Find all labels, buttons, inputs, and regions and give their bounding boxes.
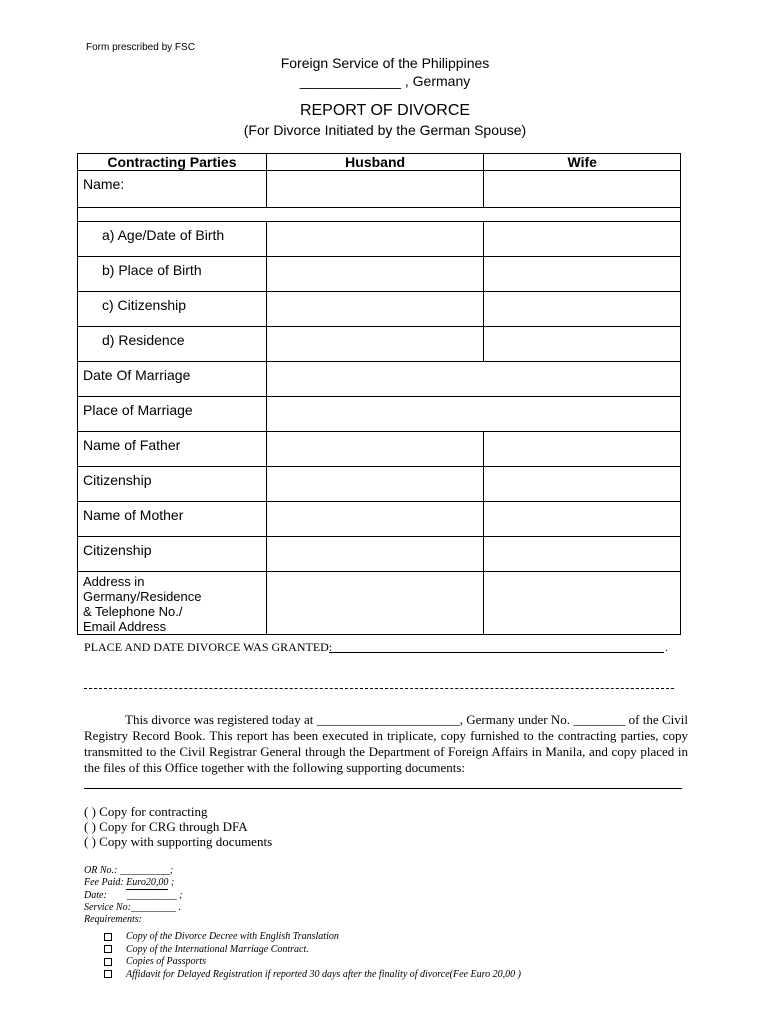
- service-label: Service No:: [84, 902, 131, 913]
- or-number-line: [84, 865, 183, 877]
- place-suffix: , Germany: [404, 73, 471, 89]
- date-of-marriage-field[interactable]: [266, 362, 680, 397]
- requirement-text: Copy of the International Marriage Contract.: [126, 943, 309, 955]
- requirement-text: Copy of the Divorce Decree with English Translation: [126, 931, 339, 942]
- or-label: OR No.:: [84, 865, 118, 876]
- parties-table: [77, 153, 681, 635]
- table-row-address: [78, 572, 681, 635]
- address-label-line: & Telephone No./: [83, 604, 183, 619]
- service-field[interactable]: _________: [130, 902, 176, 913]
- fee-paid-line: [84, 877, 183, 890]
- date-line: [84, 890, 183, 902]
- wife-name-field[interactable]: [484, 171, 681, 208]
- table-row: [78, 222, 681, 257]
- checkbox-icon[interactable]: [104, 958, 112, 966]
- or-number-field[interactable]: __________: [119, 865, 170, 876]
- col-header-husband: Husband: [266, 154, 484, 171]
- requirements-list: [104, 931, 521, 981]
- row-label-date-of-marriage: Date Of Marriage: [78, 362, 267, 397]
- husband-citizenship-field[interactable]: [266, 292, 484, 327]
- table-header-row: [78, 154, 681, 171]
- row-label-birthplace: b) Place of Birth: [78, 257, 267, 292]
- granted-end-mark: .: [665, 640, 668, 654]
- list-item: [104, 956, 521, 969]
- fee-value: Euro20,00: [126, 877, 169, 888]
- row-label-citizenship: c) Citizenship: [78, 292, 267, 327]
- table-row: [78, 292, 681, 327]
- col-header-parties: Contracting Parties: [78, 154, 267, 171]
- list-item: [104, 931, 521, 944]
- spacer-cell: [78, 208, 681, 222]
- place-of-marriage-field[interactable]: [266, 397, 680, 432]
- place-blank[interactable]: _____________: [299, 73, 401, 89]
- husband-birthplace-field[interactable]: [266, 257, 484, 292]
- address-label-line: Email Address: [83, 619, 167, 634]
- husband-father-field[interactable]: [266, 432, 484, 467]
- punct: ;: [170, 877, 175, 888]
- registration-paragraph: [84, 712, 688, 776]
- copies-list: [84, 804, 272, 849]
- row-label-father: Name of Father: [78, 432, 267, 467]
- divider: [84, 788, 682, 789]
- wife-residence-field[interactable]: [484, 327, 681, 362]
- punct: ;: [169, 865, 174, 876]
- table-spacer-row: [78, 208, 681, 222]
- granted-text: ATE: [162, 640, 188, 654]
- requirement-text: Affidavit for Delayed Registration if reported 30 days after the finality of divorce(Fee Euro 20,00 ): [126, 968, 521, 980]
- table-row: [78, 327, 681, 362]
- table-row: [78, 537, 681, 572]
- row-label-father-citizenship: Citizenship: [78, 467, 267, 502]
- wife-mother-citizenship-field[interactable]: [484, 537, 681, 572]
- husband-father-citizenship-field[interactable]: [266, 467, 484, 502]
- requirements-label: Requirements:: [84, 914, 142, 925]
- page-title: REPORT OF DIVORCE: [299, 102, 471, 119]
- wife-address-field[interactable]: [484, 572, 681, 635]
- table-row: [78, 467, 681, 502]
- list-item: [104, 969, 521, 982]
- date-field[interactable]: __________: [126, 890, 177, 901]
- granted-text: IVORCE WAS GRANTED:: [195, 640, 333, 654]
- page-subtitle: (For Divorce Initiated by the German Spouse): [243, 122, 527, 138]
- husband-age-field[interactable]: [266, 222, 484, 257]
- divorce-granted-label: [84, 640, 332, 655]
- row-label-mother-citizenship: Citizenship: [78, 537, 267, 572]
- divider: [84, 688, 674, 689]
- husband-mother-field[interactable]: [266, 502, 484, 537]
- granted-text: LACE AND: [90, 640, 154, 654]
- fees-block: [84, 865, 183, 926]
- checkbox-icon[interactable]: [104, 970, 112, 978]
- registration-text: This divorce was registered today at ______________________, Germany under No. ________ of the Civil Registry Record Book. This report has been executed in triplicate, copy furnished to the contracting parties, copy transmitted to the Civil Registrar General through the Department of Foreign Affairs in Manila, and copy placed in the files of this Office together with the following supporting documents:: [84, 712, 688, 775]
- table-row: [78, 397, 681, 432]
- husband-name-field[interactable]: [266, 171, 484, 208]
- row-label-name: Name:: [78, 171, 267, 208]
- husband-address-field[interactable]: [266, 572, 484, 635]
- row-label-address: [78, 572, 267, 635]
- copy-checkbox-crg[interactable]: ( ) Copy for CRG through DFA: [84, 819, 248, 834]
- wife-father-field[interactable]: [484, 432, 681, 467]
- col-header-wife: Wife: [484, 154, 681, 171]
- list-item: [104, 944, 521, 957]
- address-label-line: Germany/Residence: [83, 589, 202, 604]
- date-label: Date:: [84, 890, 107, 901]
- granted-cap: P: [84, 640, 91, 654]
- place-line: [0, 73, 770, 89]
- divorce-granted-field[interactable]: [329, 652, 664, 653]
- wife-citizenship-field[interactable]: [484, 292, 681, 327]
- checkbox-icon[interactable]: [104, 945, 112, 953]
- wife-birthplace-field[interactable]: [484, 257, 681, 292]
- wife-age-field[interactable]: [484, 222, 681, 257]
- checkbox-icon[interactable]: [104, 933, 112, 941]
- table-row: [78, 432, 681, 467]
- wife-mother-field[interactable]: [484, 502, 681, 537]
- granted-cap: D: [153, 640, 163, 654]
- husband-mother-citizenship-field[interactable]: [266, 537, 484, 572]
- table-row: [78, 502, 681, 537]
- agency-name: Foreign Service of the Philippines: [280, 55, 490, 71]
- copy-checkbox-contracting[interactable]: ( ) Copy for contracting: [84, 804, 208, 819]
- table-row: [78, 257, 681, 292]
- table-row-name: [78, 171, 681, 208]
- row-label-mother: Name of Mother: [78, 502, 267, 537]
- address-label-line: Address in: [83, 574, 145, 589]
- row-label-place-of-marriage: Place of Marriage: [78, 397, 267, 432]
- wife-father-citizenship-field[interactable]: [484, 467, 681, 502]
- form-note: Form prescribed by FSC: [86, 42, 195, 53]
- copy-checkbox-supporting[interactable]: ( ) Copy with supporting documents: [84, 834, 273, 849]
- fee-label: Fee Paid:: [84, 877, 124, 888]
- table-row: [78, 362, 681, 397]
- row-label-age: a) Age/Date of Birth: [78, 222, 267, 257]
- requirement-text: Copies of Passports: [126, 956, 207, 967]
- granted-cap: D: [187, 640, 196, 654]
- punct: ;: [179, 890, 183, 901]
- row-label-residence: d) Residence: [78, 327, 267, 362]
- service-line: [84, 902, 183, 914]
- punct: .: [178, 902, 181, 913]
- husband-residence-field[interactable]: [266, 327, 484, 362]
